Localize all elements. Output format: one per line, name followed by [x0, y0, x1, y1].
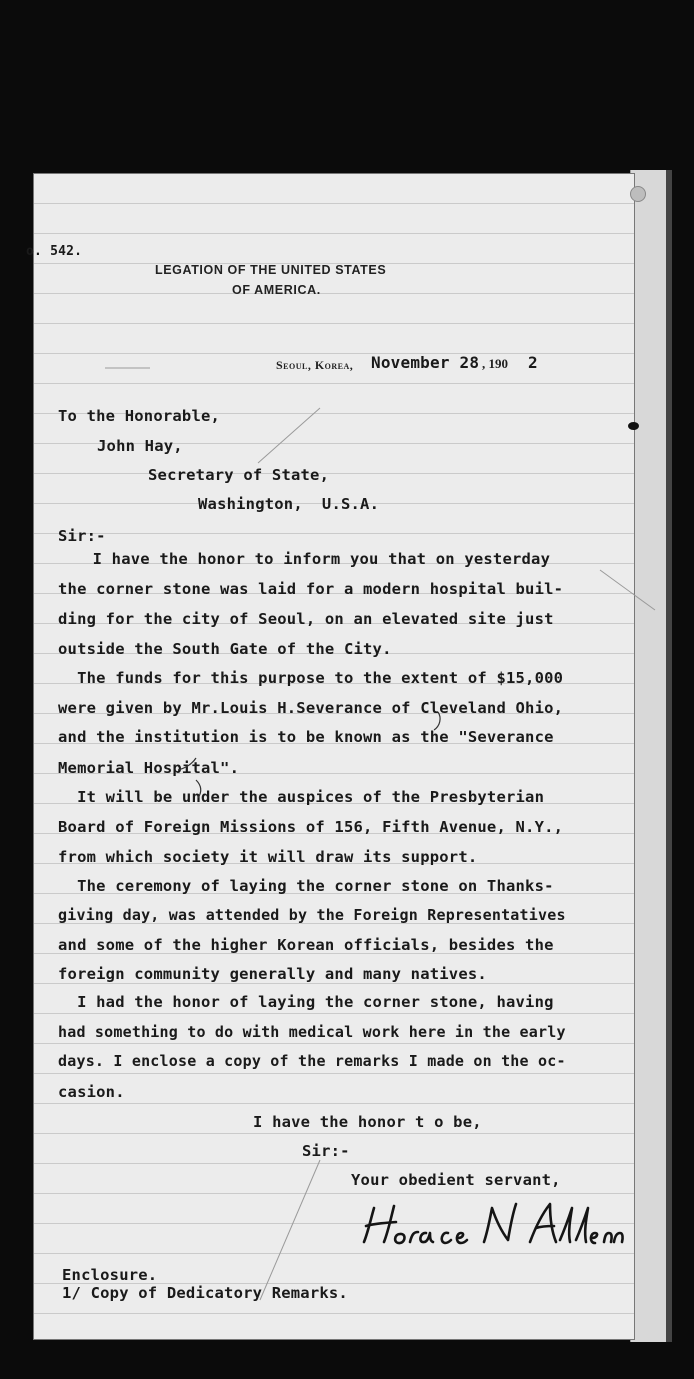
body-line: Board of Foreign Missions of 156, Fifth Avenue, N.Y., — [58, 818, 564, 836]
body-line: casion. — [58, 1083, 125, 1101]
body-line: had something to do with medical work here in the early — [58, 1023, 566, 1041]
address-name: John Hay, — [97, 437, 183, 455]
body-line: ding for the city of Seoul, on an elevated site just — [58, 610, 554, 628]
body-line: and the institution is to be known as the "Severance — [58, 728, 554, 746]
body-line: The ceremony of laying the corner stone on Thanks- — [58, 877, 554, 895]
body-line: I have the honor to inform you that on yesterday — [64, 550, 551, 568]
closing-line-2: Sir:- — [302, 1142, 350, 1160]
body-line: outside the South Gate of the City. — [58, 640, 392, 658]
dateline-date: November 28 — [371, 353, 480, 372]
closing-line-1: I have the honor t o be, — [253, 1113, 482, 1131]
body-line: It will be under the auspices of the Presbyterian — [58, 788, 545, 806]
address-city: Washington, U.S.A. — [198, 495, 380, 513]
letterhead-line-2: OF AMERICA. — [232, 283, 321, 297]
dateline-year-prefix: , 190 — [482, 356, 508, 371]
body-line: Memorial Hospital". — [58, 759, 240, 777]
dateline-place: Seoul, Korea, — [276, 358, 354, 372]
body-line: and some of the higher Korean officials, besides the — [58, 936, 554, 954]
body-line: giving day, was attended by the Foreign Representatives — [58, 906, 566, 924]
address-to: To the Honorable, — [58, 407, 221, 425]
body-line: The funds for this purpose to the extent of $15,000 — [58, 669, 564, 687]
despatch-number: o. 542. — [26, 244, 83, 259]
body-line: the corner stone was laid for a modern hospital buil- — [58, 580, 564, 598]
body-line: foreign community generally and many natives. — [58, 965, 487, 983]
address-title: Secretary of State, — [148, 466, 330, 484]
body-line: from which society it will draw its support. — [58, 848, 478, 866]
body-line: I had the honor of laying the corner stone, having — [58, 993, 554, 1011]
letterhead-line-1: LEGATION OF THE UNITED STATES — [155, 263, 387, 277]
closing-line-3: Your obedient servant, — [351, 1171, 561, 1189]
greeting: Sir:- — [58, 527, 106, 545]
dateline-year-digit: 2 — [528, 353, 538, 372]
enclosure-label: Enclosure. — [62, 1266, 158, 1284]
enclosure-item: 1/ Copy of Dedicatory Remarks. — [62, 1284, 348, 1302]
body-line: were given by Mr.Louis H.Severance of Cleveland Ohio, — [58, 699, 564, 717]
body-line: days. I enclose a copy of the remarks I made on the oc- — [58, 1052, 566, 1070]
